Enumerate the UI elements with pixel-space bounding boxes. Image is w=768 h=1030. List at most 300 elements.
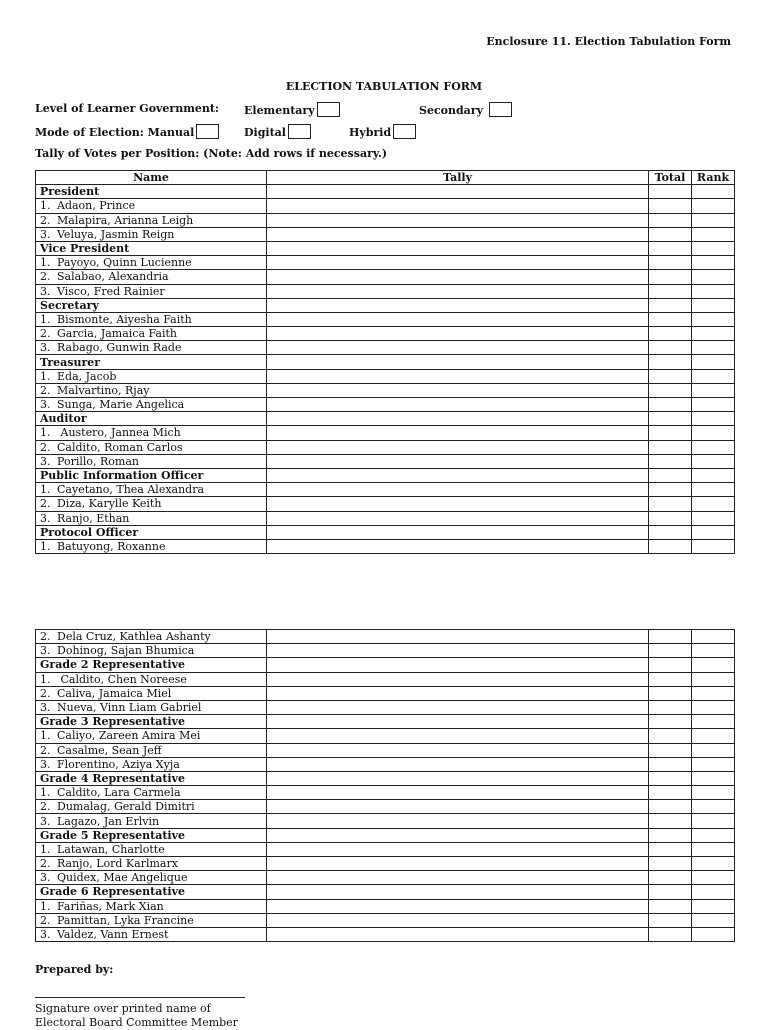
candidate-name: Ranjo, Lord Karlmarx: [57, 857, 178, 871]
candidate-row: [36, 341, 735, 355]
position-row: [36, 885, 735, 899]
total-cell[interactable]: [649, 525, 692, 539]
candidate-name-cell: [36, 341, 267, 355]
candidate-row: [36, 686, 735, 700]
candidate-row: [36, 270, 735, 284]
candidate-row: [36, 814, 735, 828]
position-label: Auditor: [36, 412, 267, 426]
rank-cell[interactable]: [692, 483, 735, 497]
total-cell[interactable]: [649, 483, 692, 497]
rank-cell[interactable]: [692, 658, 735, 672]
total-cell[interactable]: [649, 227, 692, 241]
total-cell[interactable]: [649, 497, 692, 511]
enclosure-label: Enclosure 11. Election Tabulation Form: [486, 35, 731, 48]
tally-cell[interactable]: [267, 284, 649, 298]
candidate-number: 2.: [40, 743, 51, 757]
total-cell[interactable]: [649, 454, 692, 468]
rank-cell[interactable]: [692, 213, 735, 227]
candidate-number: 1.: [40, 426, 51, 440]
candidate-row: [36, 899, 735, 913]
rank-cell[interactable]: [692, 241, 735, 255]
rank-cell[interactable]: [692, 369, 735, 383]
elementary-checkbox[interactable]: [317, 102, 340, 117]
total-cell[interactable]: [649, 899, 692, 913]
total-cell[interactable]: [649, 644, 692, 658]
rank-cell[interactable]: [692, 913, 735, 927]
tally-cell[interactable]: [267, 199, 649, 213]
total-cell[interactable]: [649, 511, 692, 525]
tally-cell[interactable]: [267, 686, 649, 700]
candidate-name: Dela Cruz, Kathlea Ashanty: [57, 630, 211, 644]
candidate-name: Visco, Fred Rainier: [57, 284, 165, 298]
signature-line: [35, 997, 245, 998]
candidate-number: 3.: [40, 511, 51, 525]
tally-cell[interactable]: [267, 743, 649, 757]
total-cell[interactable]: [649, 383, 692, 397]
candidate-name: Dohinog, Sajan Bhumica: [57, 644, 195, 658]
tally-cell[interactable]: [267, 857, 649, 871]
rank-cell[interactable]: [692, 454, 735, 468]
candidate-name-cell: [36, 199, 267, 213]
candidate-name-cell: [36, 729, 267, 743]
candidate-row: [36, 757, 735, 771]
total-cell[interactable]: [649, 213, 692, 227]
candidate-name-cell: [36, 511, 267, 525]
total-cell[interactable]: [649, 270, 692, 284]
tally-table-part2: [35, 629, 735, 942]
rank-cell[interactable]: [692, 686, 735, 700]
total-cell[interactable]: [649, 256, 692, 270]
tally-cell[interactable]: [267, 800, 649, 814]
candidate-number: 2.: [40, 857, 51, 871]
candidate-row: [36, 383, 735, 397]
tally-cell[interactable]: [267, 483, 649, 497]
candidate-number: 3.: [40, 871, 51, 885]
tally-cell[interactable]: [267, 256, 649, 270]
candidate-number: 2.: [40, 440, 51, 454]
rank-cell[interactable]: [692, 327, 735, 341]
candidate-row: [36, 483, 735, 497]
candidate-number: 1.: [40, 729, 51, 743]
total-cell[interactable]: [649, 672, 692, 686]
tally-cell[interactable]: [267, 454, 649, 468]
candidate-name: Garcia, Jamaica Faith: [57, 327, 177, 341]
candidate-name-cell: [36, 757, 267, 771]
candidate-name-cell: [36, 927, 267, 941]
total-cell[interactable]: [649, 828, 692, 842]
rank-cell[interactable]: [692, 440, 735, 454]
tally-cell[interactable]: [267, 700, 649, 714]
total-cell[interactable]: [649, 369, 692, 383]
candidate-name: Casalme, Sean Jeff: [57, 743, 162, 757]
rank-cell[interactable]: [692, 771, 735, 785]
tally-cell[interactable]: [267, 771, 649, 785]
candidate-name-cell: [36, 227, 267, 241]
candidate-number: 1.: [40, 786, 51, 800]
candidate-number: 3.: [40, 454, 51, 468]
candidate-name-cell: [36, 899, 267, 913]
candidate-name: Ranjo, Ethan: [57, 511, 130, 525]
total-cell[interactable]: [649, 814, 692, 828]
rank-cell[interactable]: [692, 630, 735, 644]
tally-table-part1: [35, 170, 735, 554]
candidate-name: Adaon, Prince: [57, 199, 136, 213]
candidate-name: Dumalag, Gerald Dimitri: [57, 800, 195, 814]
tally-cell[interactable]: [267, 715, 649, 729]
tally-cell[interactable]: [267, 672, 649, 686]
total-cell[interactable]: [649, 913, 692, 927]
rank-cell[interactable]: [692, 857, 735, 871]
candidate-name-cell: [36, 700, 267, 714]
digital-label: Digital: [244, 126, 286, 139]
candidate-row: [36, 454, 735, 468]
candidate-name: Malapira, Arianna Leigh: [57, 213, 194, 227]
candidate-name: Nueva, Vinn Liam Gabriel: [57, 701, 202, 715]
candidate-row: [36, 312, 735, 326]
tally-cell[interactable]: [267, 497, 649, 511]
candidate-number: 3.: [40, 757, 51, 771]
candidate-number: 3.: [40, 341, 51, 355]
candidate-number: 3.: [40, 227, 51, 241]
candidate-name: Valdez, Vann Ernest: [57, 928, 169, 942]
rank-cell[interactable]: [692, 700, 735, 714]
rank-cell[interactable]: [692, 341, 735, 355]
candidate-name-cell: [36, 440, 267, 454]
rank-cell[interactable]: [692, 312, 735, 326]
rank-cell[interactable]: [692, 185, 735, 199]
candidate-name-cell: [36, 743, 267, 757]
rank-cell[interactable]: [692, 468, 735, 482]
candidate-row: [36, 327, 735, 341]
candidate-number: 3.: [40, 701, 51, 715]
candidate-row: [36, 227, 735, 241]
hybrid-checkbox[interactable]: [393, 124, 416, 139]
candidate-number: 2.: [40, 327, 51, 341]
position-row: [36, 298, 735, 312]
total-cell[interactable]: [649, 871, 692, 885]
rank-cell[interactable]: [692, 426, 735, 440]
total-cell[interactable]: [649, 284, 692, 298]
rank-cell[interactable]: [692, 885, 735, 899]
mode-option-digital: [244, 124, 311, 139]
rank-cell[interactable]: [692, 398, 735, 412]
mode-label: Mode of Election: Manual: [35, 126, 195, 139]
rank-cell[interactable]: [692, 511, 735, 525]
rank-cell[interactable]: [692, 729, 735, 743]
candidate-number: 1.: [40, 899, 51, 913]
rank-cell[interactable]: [692, 715, 735, 729]
header-tally: Tally: [267, 171, 649, 185]
position-row: [36, 771, 735, 785]
candidate-name-cell: [36, 786, 267, 800]
header-total: Total: [649, 171, 692, 185]
candidate-name: Cayetano, Thea Alexandra: [57, 483, 205, 497]
rank-cell[interactable]: [692, 256, 735, 270]
candidate-number: 1.: [40, 842, 51, 856]
mode-option-hybrid: [349, 124, 416, 139]
tally-cell[interactable]: [267, 525, 649, 539]
candidate-name: Porillo, Roman: [57, 454, 139, 468]
hybrid-label: Hybrid: [349, 126, 392, 139]
signature-caption: [35, 1002, 238, 1030]
tally-cell[interactable]: [267, 644, 649, 658]
total-cell[interactable]: [649, 539, 692, 553]
position-label: Vice President: [36, 241, 267, 255]
rank-cell[interactable]: [692, 539, 735, 553]
tally-cell[interactable]: [267, 327, 649, 341]
rank-cell[interactable]: [692, 899, 735, 913]
candidate-name-cell: [36, 369, 267, 383]
candidate-number: 2.: [40, 213, 51, 227]
candidate-name-cell: [36, 483, 267, 497]
candidate-name: Caliva, Jamaica Miel: [57, 686, 172, 700]
elementary-label: Elementary: [244, 104, 315, 117]
total-cell[interactable]: [649, 757, 692, 771]
total-cell[interactable]: [649, 927, 692, 941]
total-cell[interactable]: [649, 355, 692, 369]
candidate-name: Rabago, Gunwin Rade: [57, 341, 182, 355]
tally-cell[interactable]: [267, 341, 649, 355]
rank-cell[interactable]: [692, 355, 735, 369]
tally-cell[interactable]: [267, 871, 649, 885]
rank-cell[interactable]: [692, 927, 735, 941]
candidate-number: 1.: [40, 256, 51, 270]
mode-option-manual: [35, 124, 219, 139]
rank-cell[interactable]: [692, 842, 735, 856]
tally-cell[interactable]: [267, 312, 649, 326]
total-cell[interactable]: [649, 857, 692, 871]
position-label: Treasurer: [36, 355, 267, 369]
rank-cell[interactable]: [692, 284, 735, 298]
prepared-by-label: Prepared by:: [35, 963, 114, 976]
candidate-number: 3.: [40, 814, 51, 828]
secondary-checkbox[interactable]: [489, 102, 512, 117]
total-cell[interactable]: [649, 658, 692, 672]
rank-cell[interactable]: [692, 525, 735, 539]
total-cell[interactable]: [649, 312, 692, 326]
candidate-name: Payoyo, Quinn Lucienne: [57, 256, 192, 270]
candidate-name-cell: [36, 800, 267, 814]
tally-cell[interactable]: [267, 842, 649, 856]
rank-cell[interactable]: [692, 298, 735, 312]
candidate-name: Lagazo, Jan Erlvin: [57, 814, 160, 828]
rank-cell[interactable]: [692, 786, 735, 800]
total-cell[interactable]: [649, 398, 692, 412]
signature-caption-line2: Electoral Board Committee Member: [35, 1016, 238, 1029]
tally-note: Tally of Votes per Position: (Note: Add rows if necessary.): [35, 147, 388, 160]
elementary-option: [244, 102, 340, 117]
candidate-number: 3.: [40, 644, 51, 658]
candidate-name-cell: [36, 630, 267, 644]
total-cell[interactable]: [649, 185, 692, 199]
candidate-row: [36, 213, 735, 227]
candidate-row: [36, 630, 735, 644]
tally-cell[interactable]: [267, 227, 649, 241]
position-row: [36, 468, 735, 482]
total-cell[interactable]: [649, 786, 692, 800]
tally-cell[interactable]: [267, 355, 649, 369]
candidate-name-cell: [36, 814, 267, 828]
candidate-row: [36, 369, 735, 383]
tally-cell[interactable]: [267, 927, 649, 941]
rank-cell[interactable]: [692, 828, 735, 842]
candidate-row: [36, 871, 735, 885]
candidate-row: [36, 786, 735, 800]
candidate-number: 2.: [40, 270, 51, 284]
rank-cell[interactable]: [692, 383, 735, 397]
tally-cell[interactable]: [267, 213, 649, 227]
manual-checkbox[interactable]: [196, 124, 219, 139]
position-row: [36, 412, 735, 426]
tally-cell[interactable]: [267, 412, 649, 426]
position-row: [36, 525, 735, 539]
position-label: Protocol Officer: [36, 525, 267, 539]
candidate-row: [36, 511, 735, 525]
total-cell[interactable]: [649, 686, 692, 700]
total-cell[interactable]: [649, 199, 692, 213]
candidate-number: 2.: [40, 497, 51, 511]
tally-cell[interactable]: [267, 786, 649, 800]
candidate-name: Caldito, Chen Noreese: [57, 672, 187, 686]
tally-cell[interactable]: [267, 828, 649, 842]
tally-cell[interactable]: [267, 383, 649, 397]
candidate-row: [36, 426, 735, 440]
candidate-name-cell: [36, 842, 267, 856]
rank-cell[interactable]: [692, 497, 735, 511]
total-cell[interactable]: [649, 800, 692, 814]
rank-cell[interactable]: [692, 871, 735, 885]
total-cell[interactable]: [649, 426, 692, 440]
candidate-number: 2.: [40, 383, 51, 397]
rank-cell[interactable]: [692, 672, 735, 686]
tally-cell[interactable]: [267, 899, 649, 913]
candidate-name: Pamittan, Lyka Francine: [57, 913, 194, 927]
rank-cell[interactable]: [692, 814, 735, 828]
tally-cell[interactable]: [267, 426, 649, 440]
candidate-name-cell: [36, 672, 267, 686]
total-cell[interactable]: [649, 468, 692, 482]
tally-cell[interactable]: [267, 757, 649, 771]
rank-cell[interactable]: [692, 644, 735, 658]
candidate-row: [36, 440, 735, 454]
rank-cell[interactable]: [692, 412, 735, 426]
tally-cell[interactable]: [267, 913, 649, 927]
position-label: President: [36, 185, 267, 199]
tally-cell[interactable]: [267, 298, 649, 312]
tally-cell[interactable]: [267, 241, 649, 255]
candidate-name-cell: [36, 284, 267, 298]
rank-cell[interactable]: [692, 227, 735, 241]
candidate-row: [36, 729, 735, 743]
tally-cell[interactable]: [267, 630, 649, 644]
tally-cell[interactable]: [267, 468, 649, 482]
total-cell[interactable]: [649, 327, 692, 341]
candidate-name-cell: [36, 497, 267, 511]
tally-cell[interactable]: [267, 369, 649, 383]
candidate-name-cell: [36, 871, 267, 885]
tally-table-body: [36, 185, 735, 554]
candidate-number: 1.: [40, 312, 51, 326]
tally-cell[interactable]: [267, 658, 649, 672]
total-cell[interactable]: [649, 630, 692, 644]
candidate-number: 2.: [40, 800, 51, 814]
tally-cell[interactable]: [267, 814, 649, 828]
position-row: [36, 185, 735, 199]
candidate-number: 2.: [40, 686, 51, 700]
candidate-name: Salabao, Alexandria: [57, 270, 169, 284]
candidate-name: Batuyong, Roxanne: [57, 539, 166, 553]
secondary-label: Secondary: [419, 104, 483, 117]
rank-cell[interactable]: [692, 757, 735, 771]
rank-cell[interactable]: [692, 800, 735, 814]
candidate-number: 1.: [40, 539, 51, 553]
candidate-number: 3.: [40, 928, 51, 942]
candidate-number: 2.: [40, 913, 51, 927]
total-cell[interactable]: [649, 842, 692, 856]
candidate-row: [36, 927, 735, 941]
total-cell[interactable]: [649, 715, 692, 729]
secondary-option: [419, 102, 512, 117]
position-row: [36, 355, 735, 369]
candidate-row: [36, 199, 735, 213]
rank-cell[interactable]: [692, 743, 735, 757]
tally-cell[interactable]: [267, 885, 649, 899]
candidate-row: [36, 800, 735, 814]
total-cell[interactable]: [649, 771, 692, 785]
total-cell[interactable]: [649, 241, 692, 255]
candidate-row: [36, 743, 735, 757]
tally-cell[interactable]: [267, 185, 649, 199]
total-cell[interactable]: [649, 700, 692, 714]
candidate-name-cell: [36, 644, 267, 658]
candidate-name: Fariñas, Mark Xian: [57, 899, 164, 913]
position-row: [36, 241, 735, 255]
rank-cell[interactable]: [692, 270, 735, 284]
candidate-name: Diza, Karylle Keith: [57, 497, 162, 511]
total-cell[interactable]: [649, 412, 692, 426]
total-cell[interactable]: [649, 440, 692, 454]
position-label: Grade 3 Representative: [36, 715, 267, 729]
tally-cell[interactable]: [267, 398, 649, 412]
position-row: [36, 658, 735, 672]
candidate-name: Caliyo, Zareen Amira Mei: [57, 729, 201, 743]
tally-cell[interactable]: [267, 539, 649, 553]
candidate-name-cell: [36, 913, 267, 927]
candidate-row: [36, 842, 735, 856]
position-label: Grade 5 Representative: [36, 828, 267, 842]
tally-cell[interactable]: [267, 440, 649, 454]
candidate-row: [36, 398, 735, 412]
rank-cell[interactable]: [692, 199, 735, 213]
total-cell[interactable]: [649, 298, 692, 312]
digital-checkbox[interactable]: [288, 124, 311, 139]
tally-cell[interactable]: [267, 729, 649, 743]
total-cell[interactable]: [649, 341, 692, 355]
candidate-number: 1.: [40, 369, 51, 383]
candidate-name-cell: [36, 256, 267, 270]
total-cell[interactable]: [649, 743, 692, 757]
tally-cell[interactable]: [267, 511, 649, 525]
position-row: [36, 828, 735, 842]
candidate-name-cell: [36, 213, 267, 227]
total-cell[interactable]: [649, 885, 692, 899]
candidate-name: Bismonte, Aiyesha Faith: [57, 312, 192, 326]
candidate-name: Quidex, Mae Angelique: [57, 871, 188, 885]
candidate-name-cell: [36, 327, 267, 341]
total-cell[interactable]: [649, 729, 692, 743]
table-header-row: [36, 171, 735, 185]
tally-cell[interactable]: [267, 270, 649, 284]
